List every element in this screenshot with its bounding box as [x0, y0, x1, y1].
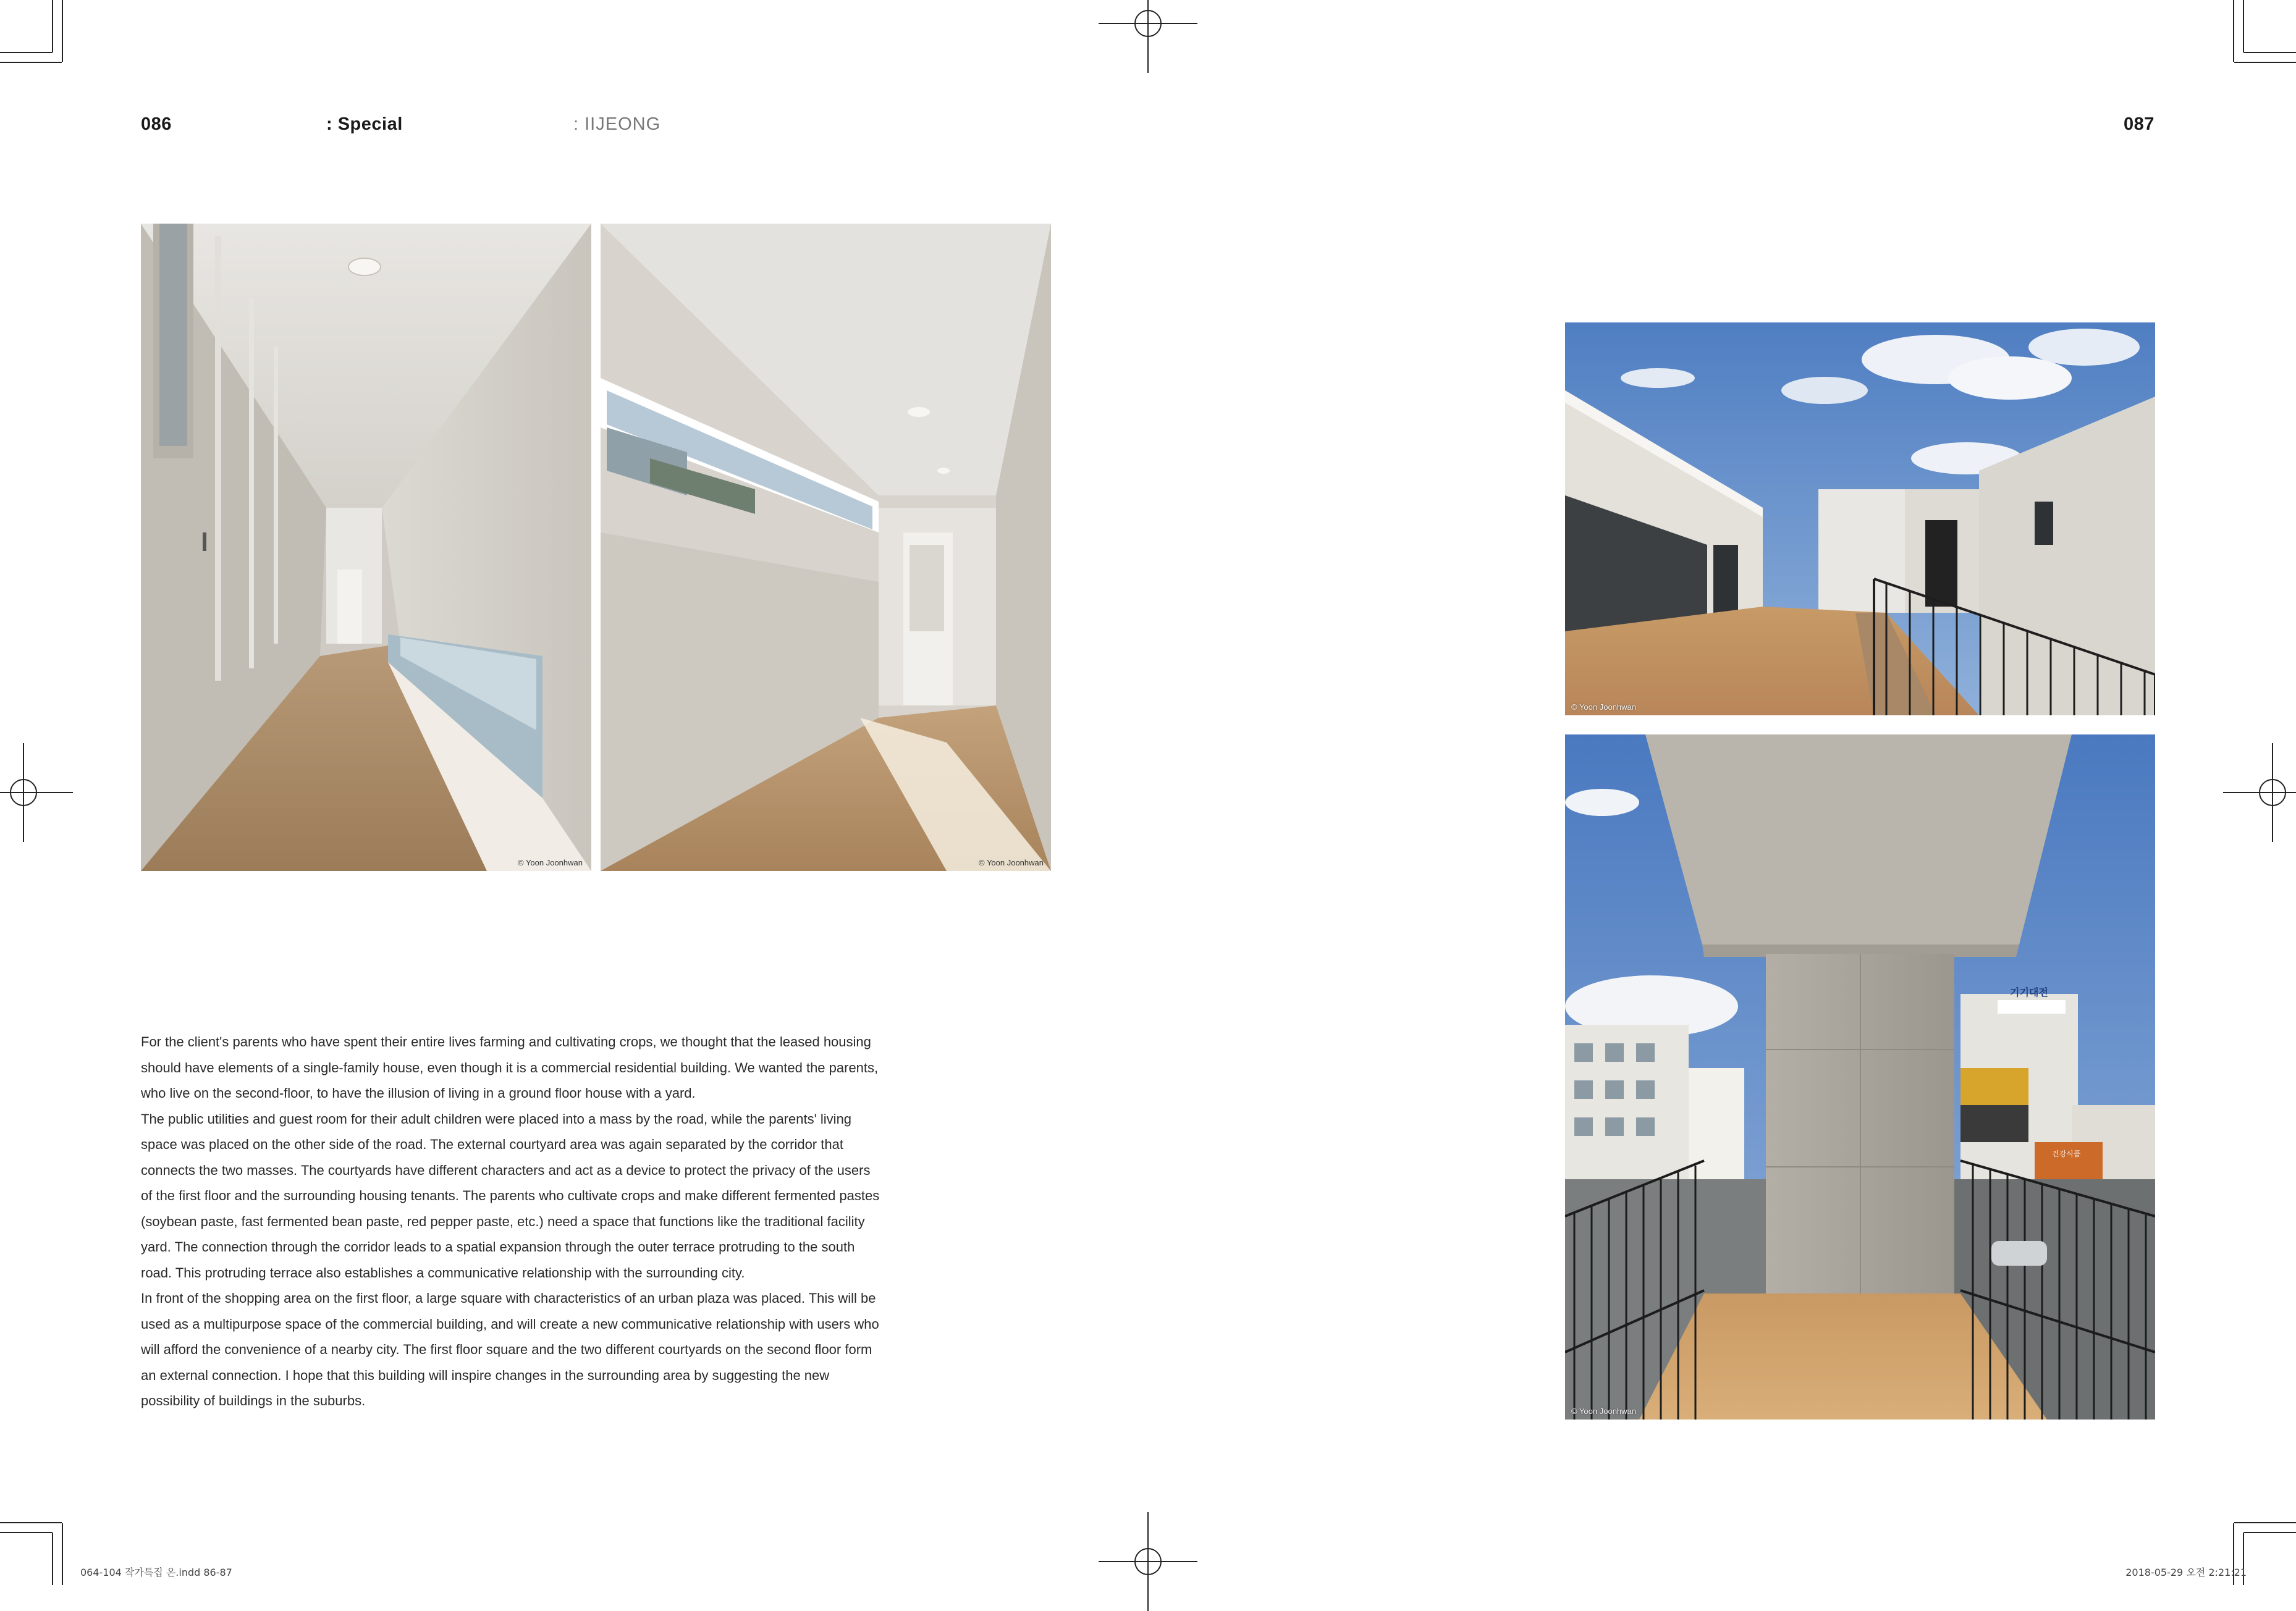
- body-paragraph: For the client's parents who have spent their entire lives farming and cultivating crops, we thought that the leased housing should have elements of a single-family house, even though it is a commercial residential building. We wanted the parents, who live on the second-floor, to have the illusion of living in a ground floor house with a yard.: [141, 1034, 879, 1101]
- body-paragraph: The public utilities and guest room for their adult children were placed into a mass by the road, while the parents' living space was placed on the other side of the road. The external courtyard area was again separated by the corridor that connects the two masses. The courtyards have different characters and act as a device to protect the privacy of the users of the first floor and the surrounding housing tenants. The parents who cultivate crops and make different fermented pastes (soybean paste, fast fermented bean paste, red pepper paste, etc.) need a space that functions like the traditional facility yard. The connection through the corridor leads to a spatial expansion through the outer terrace protruding to the south road. This protruding terrace also establishes a communicative relationship with the surrounding city.: [141, 1111, 880, 1281]
- body-paragraph: In front of the shopping area on the first floor, a large square with characteristics of an urban plaza was placed. This will be used as a multipurpose space of the commercial building, and will create a new communicative relationship with users who will afford the convenience of a nearby city. The first floor square and the two different courtyards on the second floor form an external connection. I hope that this building will inspire changes in the surrounding area by suggesting the new possibility of buildings in the suburbs.: [141, 1290, 879, 1408]
- shop-sign: 건강식품: [2052, 1150, 2081, 1158]
- article-body: [141, 1029, 882, 1414]
- registration-mark-right: [2223, 743, 2296, 842]
- photo-credit: © Yoon Joonhwan: [517, 858, 583, 867]
- corridor-photo-right: [601, 224, 1051, 871]
- terrace-photo: [1565, 734, 2155, 1420]
- project-label: : IIJEONG: [573, 114, 661, 134]
- slug-timestamp: 2018-05-29 오전 2:21:21: [2125, 1567, 2247, 1578]
- registration-mark-left: [0, 743, 73, 842]
- photo-credit: © Yoon Joonhwan: [1571, 1407, 1637, 1416]
- photo-credit: © Yoon Joonhwan: [978, 858, 1044, 867]
- registration-mark-bottom: [1099, 1512, 1197, 1611]
- photo-credit: © Yoon Joonhwan: [1571, 702, 1637, 712]
- registration-mark-top: [1099, 0, 1197, 73]
- slug-file-info: 064-104 작가특집 온.indd 86-87: [80, 1567, 232, 1578]
- corridor-photo-left: [141, 224, 591, 871]
- section-label: : Special: [326, 114, 403, 134]
- building-sign: 기기대전: [2010, 986, 2048, 998]
- page-number-right: 087: [2124, 114, 2155, 134]
- courtyard-photo: [1565, 322, 2155, 715]
- page-number-left: 086: [141, 114, 172, 134]
